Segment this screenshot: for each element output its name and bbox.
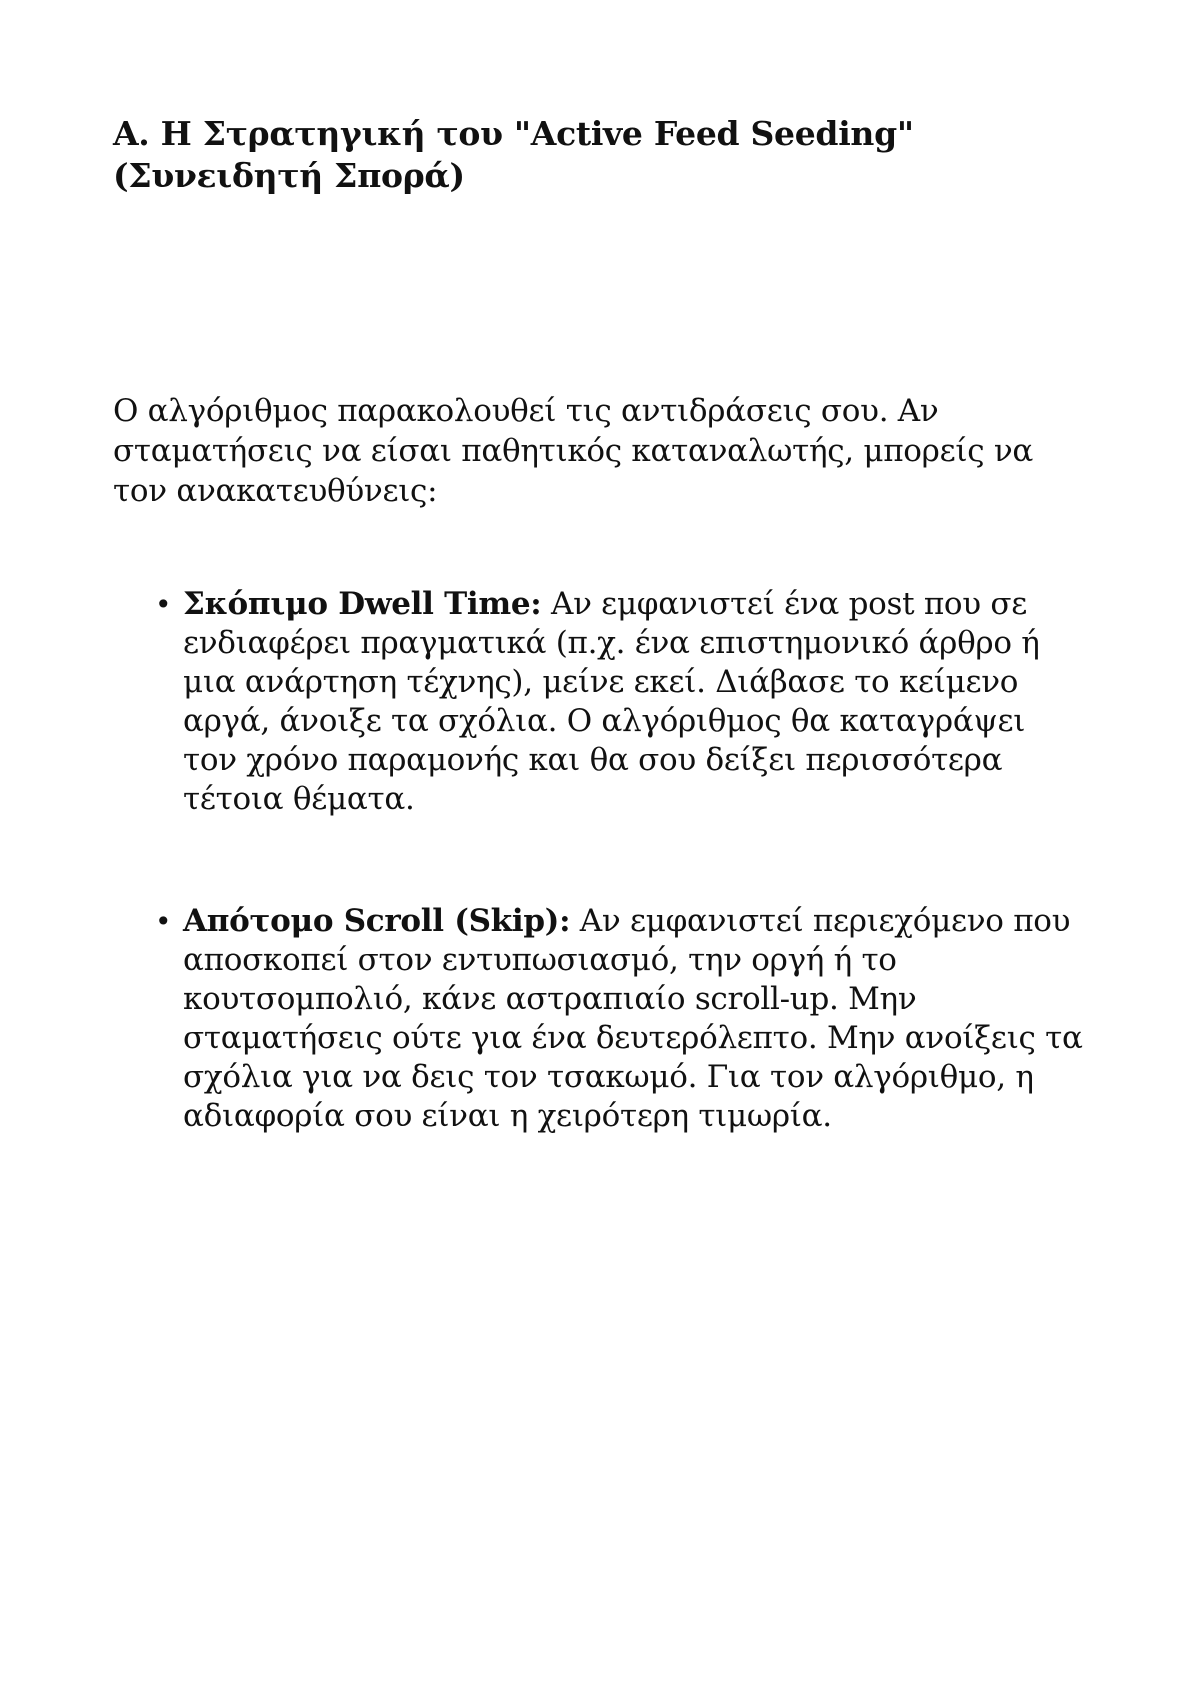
bullet-text: Αν εμφανιστεί περιεχόμενο που αποσκοπεί στον εντυπωσιασμό, την οργή ή το κουτσομπολιό, κάνε αστραπιαίο scroll-up. Μην σταματήσεις ούτε για ένα δευτερόλεπτο. Μην ανοίξεις τα σχόλια για να δεις τον τσακωμό. Για τον αλγόριθμο, η αδιαφορία σου είναι η χειρότερη τιμωρία. [183,903,1083,1134]
section-heading: Α. Η Στρατηγική του "Active Feed Seeding" (Συνειδητή Σπορά) [113,114,914,195]
bullet-item-dwell-time [155,585,1083,819]
bullet-term: Απότομο Scroll (Skip): [183,903,571,939]
bullet-icon: • [155,905,172,938]
bullet-term: Σκόπιμο Dwell Time: [183,586,542,622]
bullet-icon: • [155,588,172,621]
intro-paragraph: Ο αλγόριθμος παρακολουθεί τις αντιδράσεις σου. Αν σταματήσεις να είσαι παθητικός καταναλωτής, μπορείς να τον ανακατευθύνεις: [113,393,1034,509]
bullet-text: Αν εμφανιστεί ένα post που σε ενδιαφέρει πραγματικά (π.χ. ένα επιστημονικό άρθρο ή μια ανάρτηση τέχνης), μείνε εκεί. Διάβασε το κείμενο αργά, άνοιξε τα σχόλια. Ο αλγόριθμος θα καταγράψει τον χρόνο παραμονής και θα σου δείξει περισσότερα τέτοια θέματα. [183,586,1040,817]
bullet-item-scroll-skip [155,902,1083,1136]
